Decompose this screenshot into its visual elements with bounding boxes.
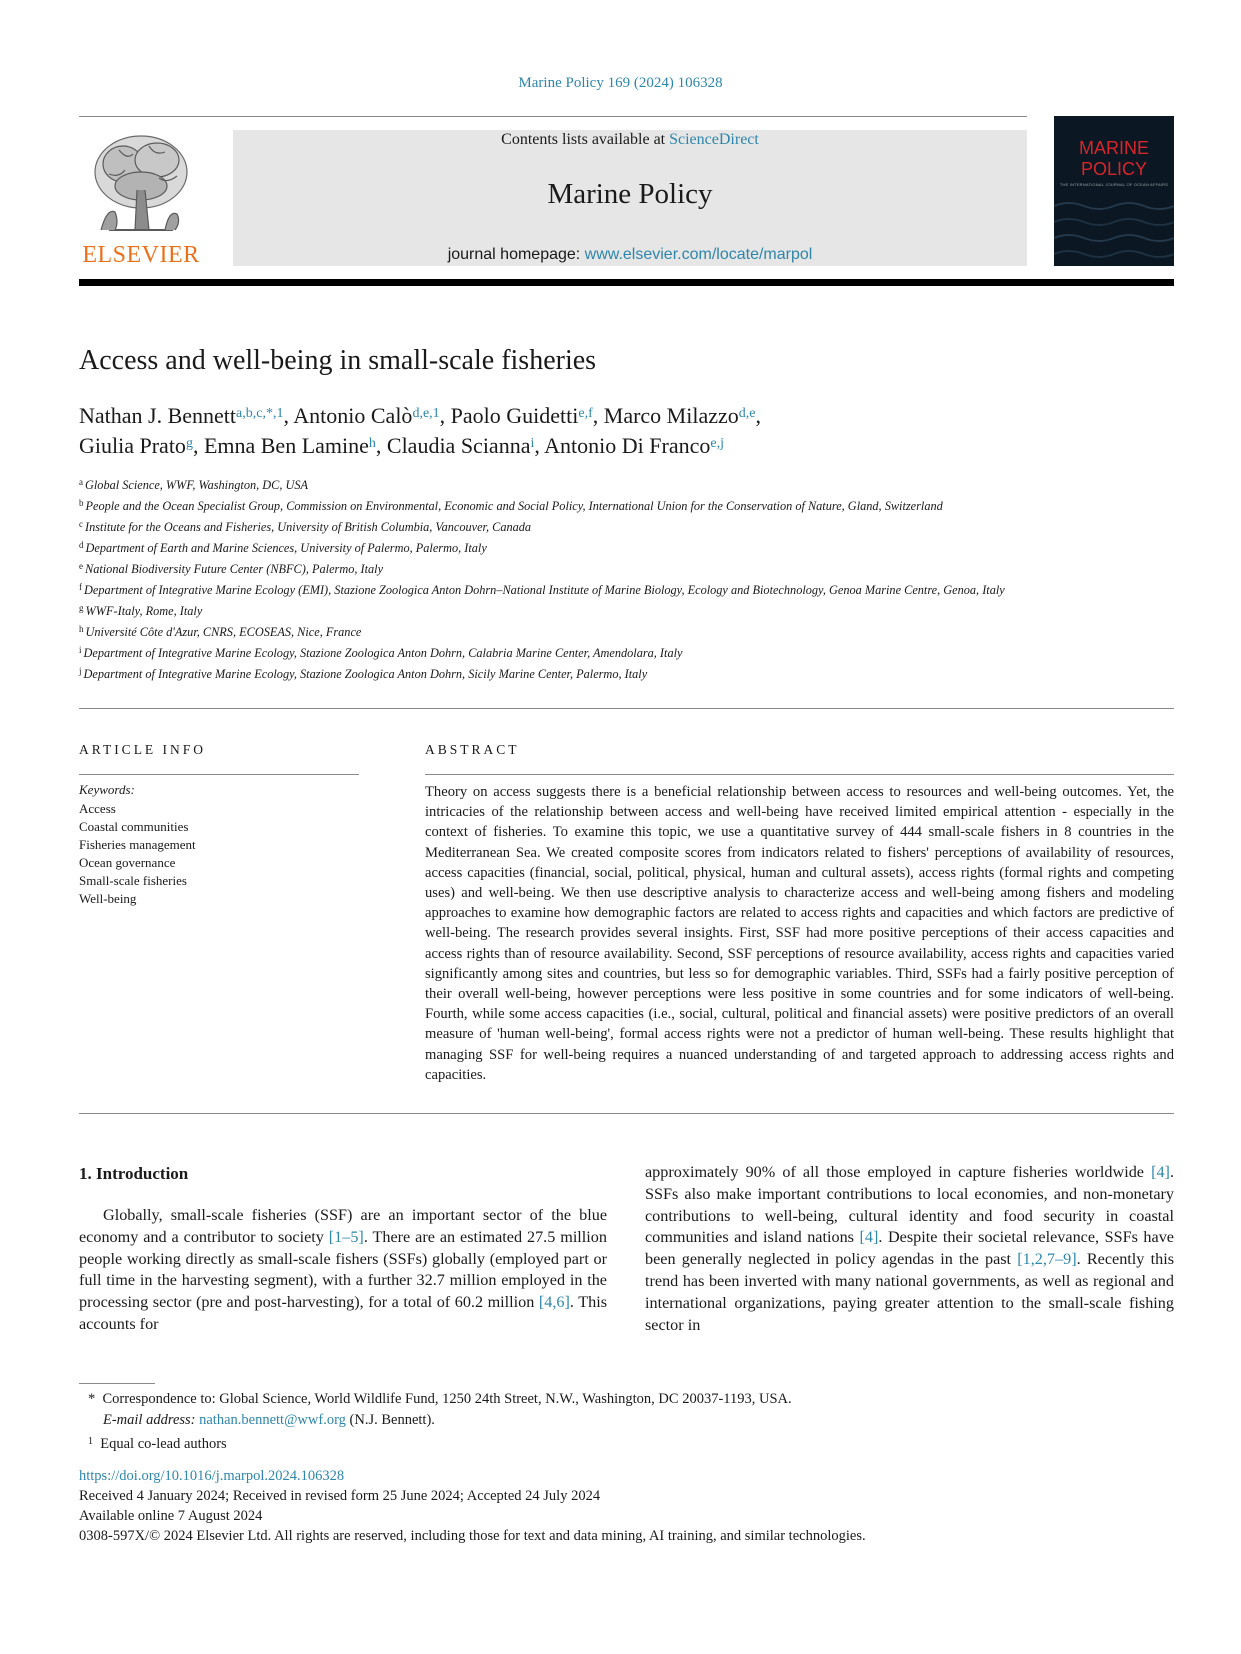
keywords-label: Keywords: — [79, 782, 135, 797]
affiliation-text: Department of Earth and Marine Sciences, University of Palermo, Palermo, Italy — [85, 541, 487, 555]
text-run: . Despite their societal relevance, SSFs have been generally neglected in policy agendas in the past — [645, 1228, 1174, 1269]
author[interactable] — [79, 403, 293, 428]
affiliation-text: People and the Ocean Specialist Group, Commission on Environmental, Economic and Social Policy, International Union for the Conservation of Nature, Gland, Switzerland — [85, 499, 943, 513]
author[interactable] — [451, 403, 604, 428]
author-affil-marks[interactable]: h — [368, 436, 376, 451]
author[interactable] — [293, 403, 450, 428]
header-thick-rule — [79, 279, 1174, 286]
author[interactable] — [204, 433, 387, 458]
email-footnote — [88, 1410, 1148, 1431]
publication-info — [79, 1466, 1174, 1546]
available-online: Available online 7 August 2024 — [79, 1508, 263, 1524]
author-separator: , — [755, 403, 761, 428]
affiliation-key: b — [79, 498, 84, 508]
intro-left-column — [79, 1205, 607, 1336]
author-affil-marks[interactable]: d,e — [738, 406, 756, 421]
article-info-heading: ARTICLE INFO — [79, 742, 207, 757]
journal-cover[interactable] — [1054, 116, 1174, 266]
author-affil-marks[interactable]: e,j — [710, 436, 724, 451]
author[interactable] — [79, 433, 204, 458]
article-title: Access and well-being in small-scale fisheries — [79, 345, 597, 376]
intro-paragraph-continued — [645, 1162, 1174, 1336]
author-name: Antonio Di Franco — [544, 433, 711, 458]
keyword-list — [79, 800, 196, 908]
author-separator: , — [192, 433, 204, 458]
author-separator: , — [534, 433, 545, 458]
sciencedirect-link[interactable]: ScienceDirect — [669, 131, 759, 148]
abstract-heading: ABSTRACT — [425, 742, 520, 757]
footnote-rule — [79, 1383, 155, 1384]
affiliation — [79, 578, 1099, 599]
keyword[interactable]: Fisheries management — [79, 837, 196, 852]
contents-prefix: Contents lists available at — [501, 131, 670, 148]
affiliation-key: f — [79, 582, 82, 592]
author-name: Giulia Prato — [79, 433, 186, 458]
footnote-mark: * — [88, 1391, 96, 1407]
homepage-link[interactable]: www.elsevier.com/locate/marpol — [584, 246, 813, 263]
intro-right-column — [645, 1162, 1174, 1336]
affiliation-key: j — [79, 666, 82, 676]
keyword[interactable]: Ocean governance — [79, 855, 176, 870]
affiliation — [79, 536, 1099, 557]
author-name: Claudia Scianna — [386, 433, 531, 458]
affiliation-key: h — [79, 624, 84, 634]
affiliation-key: g — [79, 603, 84, 613]
received-dates: Received 4 January 2024; Received in revised form 25 June 2024; Accepted 24 July 2024 — [79, 1488, 601, 1504]
affiliation — [79, 620, 1099, 641]
keyword[interactable]: Well-being — [79, 891, 137, 906]
affiliation-text: WWF-Italy, Rome, Italy — [85, 604, 203, 618]
cover-title-line2: POLICY — [1080, 159, 1148, 179]
affiliation — [79, 557, 1099, 578]
homepage-prefix: journal homepage: — [447, 246, 585, 263]
correspondence-text: Correspondence to: Global Science, World Wildlife Fund, 1250 24th Street, N.W., Washington, DC 20037-1193, USA. — [102, 1391, 792, 1407]
text-run: Globally, small-scale fisheries (SSF) are an important sector of the blue economy and a contributor to society — [79, 1206, 607, 1246]
affiliation — [79, 641, 1099, 662]
author[interactable] — [604, 403, 761, 428]
author-separator: , — [592, 403, 604, 428]
elsevier-wordmark: ELSEVIER — [82, 242, 200, 268]
text-run: approximately 90% of all those employed in capture fisheries worldwide — [645, 1163, 1152, 1181]
email-suffix: (N.J. Bennett). — [345, 1412, 435, 1428]
cover-title-line1: MARINE — [1078, 138, 1149, 158]
homepage-line — [233, 246, 1027, 264]
elsevier-tree-icon — [79, 130, 203, 240]
author-separator: , — [283, 403, 294, 428]
cover-waves-icon — [1054, 196, 1174, 266]
email-label: E-mail address: — [103, 1412, 196, 1428]
author-name: Paolo Guidetti — [450, 403, 579, 428]
author-separator: , — [375, 433, 387, 458]
affiliations-rule — [79, 708, 1174, 709]
affiliation — [79, 473, 1099, 494]
journal-name: Marine Policy — [547, 178, 713, 210]
reference-link[interactable]: [4] — [1151, 1163, 1170, 1181]
keyword[interactable]: Small-scale fisheries — [79, 873, 187, 888]
affiliation-key: d — [79, 540, 84, 550]
affiliation-text: Department of Integrative Marine Ecology, Stazione Zoologica Anton Dohrn, Sicily Marine Center, Palermo, Italy — [83, 667, 648, 681]
affiliation — [79, 515, 1099, 536]
elsevier-logo[interactable] — [79, 130, 203, 268]
author-affil-marks[interactable]: e,f — [578, 406, 593, 421]
affiliation-text: Department of Integrative Marine Ecology (EMI), Stazione Zoologica Anton Dohrn–National Institute of Marine Biology, Ecology and Biotechnology, Genoa Marine Centre, Genoa, Italy — [84, 583, 1005, 597]
affiliation-key: c — [79, 519, 83, 529]
affiliation-text: Department of Integrative Marine Ecology, Stazione Zoologica Anton Dohrn, Calabria Marine Center, Amendolara, Italy — [83, 646, 683, 660]
author-affil-marks[interactable]: g — [185, 436, 193, 451]
equal-authors-footnote — [88, 1431, 1148, 1455]
author-name: Nathan J. Bennett — [79, 403, 237, 428]
author-affil-marks[interactable]: d,e,1 — [412, 406, 440, 421]
article-info-rule — [79, 774, 359, 775]
affiliation — [79, 599, 1099, 620]
affiliation-text: Université Côte d'Azur, CNRS, ECOSEAS, Nice, France — [85, 625, 362, 639]
affiliation-text: Global Science, WWF, Washington, DC, USA — [85, 478, 309, 492]
affiliation-text: National Biodiversity Future Center (NBFC), Palermo, Italy — [85, 562, 384, 576]
copyright-notice: 0308-597X/© 2024 Elsevier Ltd. All rights are reserved, including those for text and data mining, AI training, and similar technologies. — [79, 1528, 866, 1544]
footnote-mark: 1 — [88, 1436, 93, 1447]
section-heading-introduction: 1. Introduction — [79, 1164, 189, 1183]
author-name: Emna Ben Lamine — [203, 433, 369, 458]
keyword[interactable]: Coastal communities — [79, 819, 189, 834]
equal-authors-text: Equal co-lead authors — [100, 1436, 227, 1452]
author-name: Antonio Calò — [293, 403, 413, 428]
cover-subtitle: THE INTERNATIONAL JOURNAL OF OCEAN AFFAIRS — [1059, 182, 1169, 187]
reference-link[interactable]: [4,6] — [538, 1293, 570, 1312]
journal-masthead — [233, 130, 1027, 266]
affiliation-list — [79, 473, 1099, 683]
affiliation — [79, 494, 1099, 515]
reference-link[interactable]: [1,2,7–9] — [1017, 1250, 1077, 1269]
abstract-text: Theory on access suggests there is a beneficial relationship between access to resources and well-being outcomes. Yet, the intricacies of the relationship between access and well-being have received limited empirical attention - especially in the context of fisheries. To examine this topic, we use a quantitative survey of 444 small-scale fishers in 8 countries in the Mediterranean Sea. We created composite scores from indicators related to fishers' perceptions of availability of resources, access capacities (financial, social, political, physical, human and cultural assets), access rights (formal rights and competing uses) and well-being. We then use descriptive analysis to characterize access and well-being among fishers and modeling approaches to examine how demographic factors are related to access rights and capacities and which factors are predictive of well-being. The research provides several insights. First, SSF had more positive perceptions of their access capacities and access rights than of resource availability. Second, SSF perceptions of resource availability, access rights and capacities varied significantly among sites and countries, but less so for demographic variables. Third, SSFs had a fairly positive perception of their overall well-being, however perceptions were less positive in some countries and for some indicators of well-being. Fourth, while some access capacities (i.e., social, cultural, political and financial assets) were positive predictors of an overall measure of 'human well-being', formal access rights were not a predictor of human well-being. These results highlight that managing SSF for well-being requires a nuanced understanding of and targeted approach to addressing access rights and capacities. — [425, 784, 1174, 1083]
text-run: . Recently this trend has been inverted with many national governments, as well as regional and international organizations, paying greater attention to the small-scale fishing sector in — [645, 1250, 1174, 1334]
footnotes — [88, 1389, 1148, 1455]
author-affil-marks[interactable]: i — [530, 436, 535, 451]
text-run: . SSFs also make important contributions to local economies, and non-monetary contributions to well-being, cultural identity and food security in coastal communities and island nations — [645, 1163, 1174, 1247]
author-affil-marks[interactable]: a,b,c,*,1 — [236, 406, 284, 421]
intro-paragraph — [79, 1205, 607, 1336]
affiliation-key: e — [79, 561, 83, 571]
text-run: . There are an estimated 27.5 million people working directly as small-scale fishers (SSFs) globally (employed part or full time in the harvesting segment), with a further 32.7 million employed in the processing sector (pre and post-harvesting), for a total of 60.2 million — [79, 1227, 607, 1312]
text-run: . This accounts for — [79, 1293, 607, 1333]
affiliation-key: i — [79, 645, 82, 655]
author-separator: , — [439, 403, 451, 428]
author-list — [79, 400, 1174, 460]
keyword[interactable]: Access — [79, 801, 116, 816]
citation-link[interactable]: Marine Policy 169 (2024) 106328 — [518, 75, 723, 91]
affiliation — [79, 662, 1099, 683]
journal-citation[interactable] — [0, 75, 1241, 92]
header-top-rule — [79, 116, 1027, 117]
reference-link[interactable]: [4] — [859, 1228, 879, 1247]
contents-line — [233, 130, 1027, 150]
correspondence-footnote — [88, 1389, 1148, 1410]
cover-title — [1054, 138, 1174, 180]
affiliation-key: a — [79, 477, 83, 487]
doi-link[interactable]: https://doi.org/10.1016/j.marpol.2024.106328 — [79, 1468, 345, 1484]
author-name: Marco Milazzo — [603, 403, 739, 428]
author[interactable] — [387, 433, 544, 458]
abstract-bottom-rule — [79, 1113, 1174, 1114]
reference-link[interactable]: [1–5] — [328, 1227, 364, 1246]
affiliation-text: Institute for the Oceans and Fisheries, University of British Columbia, Vancouver, Canada — [85, 520, 532, 534]
author[interactable] — [544, 433, 724, 458]
abstract-rule — [425, 774, 1174, 775]
email-link[interactable]: nathan.bennett@wwf.org — [199, 1412, 346, 1428]
